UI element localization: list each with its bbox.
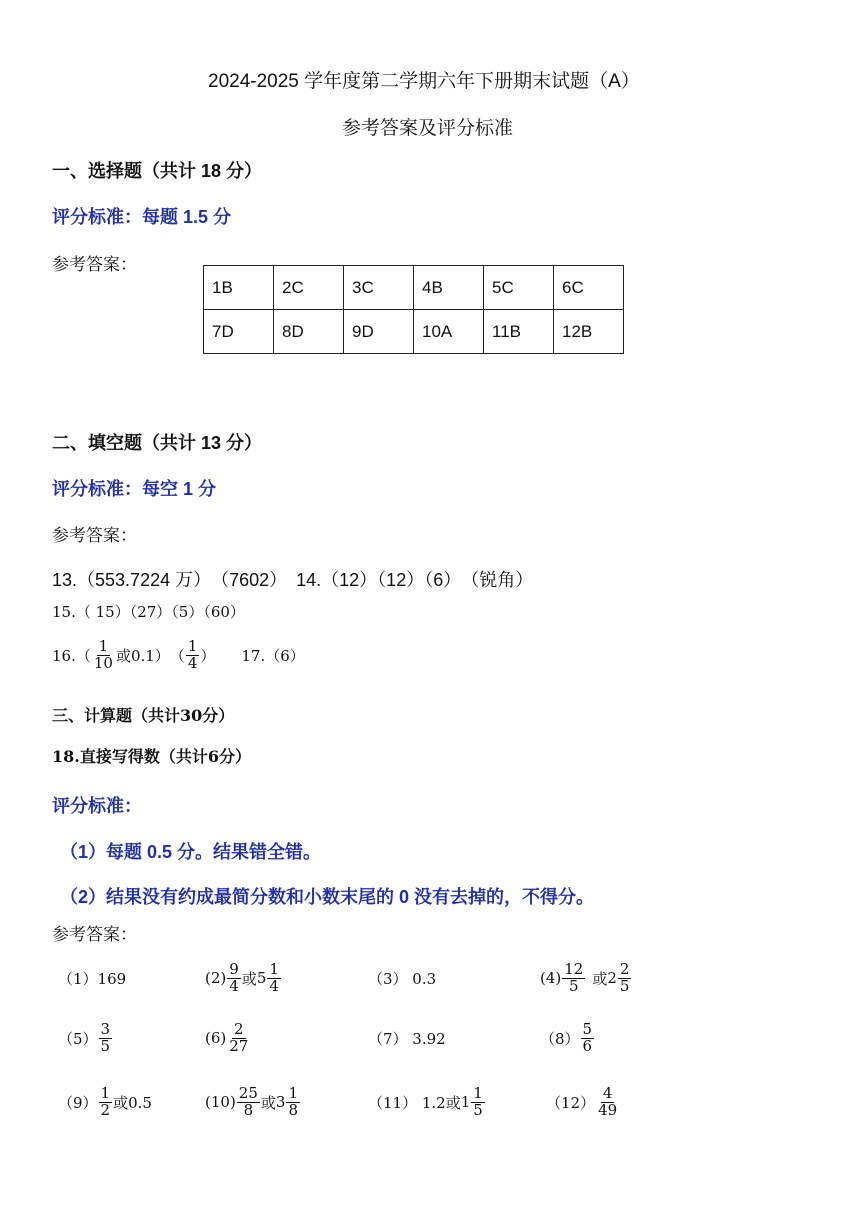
section1-criteria: 评分标准：每题 1.5 分 (52, 207, 232, 227)
fraction: $\frac{1}{2}$ (100, 1084, 111, 1119)
table-cell: 3C (344, 266, 414, 310)
q16-close: ） (200, 646, 216, 665)
section1-answer-label: 参考答案： (52, 255, 137, 274)
answer-4: (4) $\frac{12}{5}$ 或 2 $\frac{2}{5}$ (540, 960, 630, 995)
table-cell: 9D (344, 310, 414, 354)
table-cell: 1B (204, 266, 274, 310)
section3-rule-2: （2）结果没有约成最简分数和小数末尾的 0 没有去掉的，不得分。 (60, 887, 595, 907)
answer-6: (6) $\frac{2}{27}$ (205, 1020, 249, 1055)
fraction: $\frac{3}{5}$ (100, 1020, 111, 1055)
section3-answer-label: 参考答案： (52, 925, 137, 944)
answer-7: （7） 3.92 (368, 1030, 446, 1048)
answer-line-15: 15.（ 15）（27）（5）（60） (52, 603, 245, 621)
table-row (204, 310, 624, 354)
fraction: $\frac{2}{27}$ (229, 1020, 249, 1055)
answer-line-13-14: 13.（553.7224 万） （7602） 14.（12）（12）（6） （锐角） (52, 570, 534, 590)
q17-answer: 17.（6） (241, 646, 305, 665)
multiple-choice-answer-table (203, 265, 624, 354)
page-subtitle: 参考答案及评分标准 (342, 118, 514, 139)
fraction: $\frac{1}{4}$ (269, 960, 279, 995)
table-cell: 5C (484, 266, 554, 310)
answer-9: （9） $\frac{1}{2}$ 或0.5 (58, 1084, 152, 1119)
answer-11: （11） 1.2或 1 $\frac{1}{5}$ (368, 1084, 483, 1119)
fraction: $\frac{5}{6}$ (582, 1020, 593, 1055)
table-cell: 11B (484, 310, 554, 354)
fraction: $\frac{2}{5}$ (619, 960, 630, 995)
table-cell: 7D (204, 310, 274, 354)
answer-10: (10) $\frac{25}{8}$ 或 3 $\frac{1}{8}$ (205, 1084, 298, 1119)
table-cell: 10A (414, 310, 484, 354)
table-cell: 12B (554, 310, 624, 354)
answer-3: （3） 0.3 (368, 970, 437, 988)
table-cell: 2C (274, 266, 344, 310)
q16-prefix: 16.（ (52, 646, 91, 665)
fraction: $\frac{4}{49}$ (598, 1084, 618, 1119)
table-cell: 6C (554, 266, 624, 310)
answer-line-16-17 (52, 639, 305, 672)
q18-heading: 18.直接写得数（共计6分） (52, 747, 251, 766)
section1-heading: 一、选择题（共计 18 分） (52, 161, 263, 181)
fraction: $\frac{1}{8}$ (288, 1084, 298, 1119)
table-row (204, 266, 624, 310)
section3-rule-1: （1）每题 0.5 分。结果错全错。 (60, 842, 322, 862)
answer-2: (2) $\frac{9}{4}$ 或 5 $\frac{1}{4}$ (205, 960, 279, 995)
table-cell: 4B (414, 266, 484, 310)
answer-1: （1）169 (58, 970, 127, 988)
section3-criteria-label: 评分标准： (52, 796, 142, 816)
answer-8: （8） $\frac{5}{6}$ (540, 1020, 593, 1055)
table-cell: 8D (274, 310, 344, 354)
section3-heading: 三、计算题（共计30分） (52, 706, 235, 725)
page-title: 2024-2025 学年度第二学期六年下册期末试题（A） (208, 71, 640, 92)
fraction: $\frac{12}{5}$ (564, 960, 584, 995)
fraction: $\frac{1}{10}$ (93, 637, 113, 672)
section2-criteria: 评分标准：每空 1 分 (52, 479, 217, 499)
fraction: $\frac{25}{8}$ (238, 1084, 258, 1119)
fraction: $\frac{1}{4}$ (187, 637, 198, 672)
q16-mid: 或0.1） （ (115, 646, 185, 665)
answer-5: （5） $\frac{3}{5}$ (58, 1020, 111, 1055)
section2-heading: 二、填空题（共计 13 分） (52, 433, 263, 453)
section2-answer-label: 参考答案： (52, 526, 137, 545)
fraction: $\frac{1}{5}$ (473, 1084, 483, 1119)
answer-12: （12） $\frac{4}{49}$ (546, 1084, 618, 1119)
fraction: $\frac{9}{4}$ (229, 960, 239, 995)
